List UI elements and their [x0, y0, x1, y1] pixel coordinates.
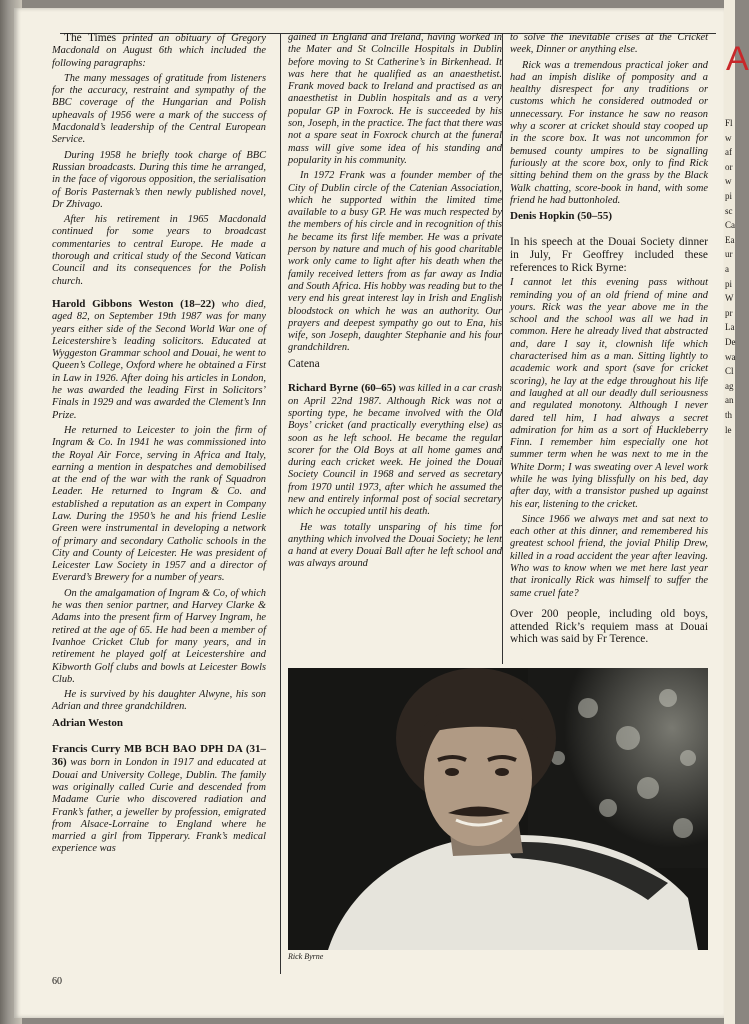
paragraph: After his retirement in 1965 Macdonald continued for some years to broadcast commentaries to central Europe. He made a thorough and critical study of the Second Vatican Council and its consequences for the Polish church. [52, 214, 266, 287]
next-page-fragment: Cl [725, 366, 734, 377]
next-page-fragment: W [725, 293, 734, 304]
paragraph: On the amalgamation of Ingram & Co, of which he was then senior partner, and Harvey Clarke & Adams into the present firm of Harvey Ingram, he retired at the age of 65. He had been a member of Ivanhoe Cricket Club for many years, and in retirement he played golf at Leicestershire and Kibworth Golf clubs and bowls at Leicester Bowls Club. [52, 587, 266, 685]
paragraph: The many messages of gratitude from listeners for the accuracy, restraint and sympathy of the BBC coverage of the Hungarian and Polish upheavals of 1956 were a mark of the success of Macdonald’s leadership of the Central European Service. [52, 72, 266, 146]
author-signature: Catena [288, 357, 320, 370]
obituary-heading: Richard Byrne (60–65) [288, 382, 396, 395]
paragraph: He returned to Leicester to join the firm of Ingram & Co. In 1941 he was commissioned into the Royal Air Force, serving in Africa and Italy, earning a mention in despatches and demobilised at the end of the war with the rank of Squadron Leader. He returned to Ingram & Co. and established a reputation as an expert in Company Law. During the 1950’s he and his friend Leslie Green were instrumental in developing a network of primary and secondary Catholic schools in the City and County of Leicester. He was president of Leicester Law Society in 1957 and a director of Everard’s Brewery for a number of years. [52, 424, 266, 584]
obituary-heading: Francis Curry MB BCH BAO DPH DA (31–36) [52, 743, 266, 769]
column-2 [288, 32, 502, 574]
next-page-fragment: Ca [725, 220, 735, 231]
paragraph: During 1958 he briefly took charge of BBC Russian broadcasts. During this time he arranged, in the face of vigorous opposition, the serialisation of Boris Pasternak’s then newly published novel, Dr Zhivago. [52, 149, 266, 210]
next-page-fragment: De [725, 337, 736, 347]
column-divider-2 [502, 34, 503, 664]
next-page-fragment: or [725, 161, 733, 172]
obituary-weston: Harold Gibbons Weston (18–22) who died, aged 82, on September 19th 1987 was for many years either side of the Second World War one of Leicestershire’s leading solicitors. Educated at Wyggeston Grammar school and Douai, he went to Queen’s College, Oxford where he obtained a First in Law in 1926. After doing his articles in London, he was awarded the leading First in Solicitors’ Finals in 1929 and was awarded the Clement’s Inn Prize. [52, 297, 267, 421]
next-page-fragment: th [725, 410, 733, 420]
paragraph: Rick was a tremendous practical joker and had an impish dislike of pomposity and a healthy disrespect for any traditions or customs which he considered outmoded or unnecessary. For instance he saw no reason why a scorer at cricket should stay cooped up in the score box. It was not uncommon for bemused county umpires to be signalling furiously at the score box, only to find Rick sitting behind them on the grass by the Black Walk chatting, score-book in hand, with some friend he had buttonholed. [510, 59, 708, 206]
next-page-fragment: wa [725, 351, 736, 362]
next-page-fragment: Ea [725, 234, 735, 245]
page-number: 60 [52, 976, 62, 987]
paragraph: In 1972 Frank was a founder member of the City of Dublin circle of the Catenian Association, which he supported within the limited time available to a busy GP. He was much respected by the members of his circle and in recognition of this he became its first life member. He was a private person by nature and much of his good charitable work only came to light after his death when the family received letters from as far away as India and South Africa. His hobby was reading but to the very end his great interest lay in Irish and English bloodstock on which he was an authority. Our prayers and deepest sympathy go out to Ena, his wife, son Joseph, daughter Stephanie and his four grandchildren. [288, 170, 502, 354]
paragraph: to solve the inevitable crises at the Cricket week, Dinner or anything else. [510, 32, 708, 56]
next-page-fragment: sc [725, 205, 733, 216]
paragraph: He is survived by his daughter Alwyne, his son Adrian and three grandchildren. [52, 689, 266, 713]
author-signature: Denis Hopkin (50–55) [510, 210, 613, 223]
next-page-fragment: Fl [725, 118, 733, 128]
next-page-fragment: pi [725, 191, 733, 201]
paragraph: gained in England and Ireland, having worked in the Mater and St Colncille Hospitals in Dublin before moving to St Catherine’s in Birkenhead. It was here that he qualified as an anaesthetist. Frank moved back to Ireland and practised as an anaesthetist in Dublin hospitals and as a very popular GP in Foxrock. He is succeeded by his son, Joseph, in the practice. The fact that there was not a spare seat in Foxrock church at the funeral mass will give some idea of his standing and popularity in his community. [288, 32, 502, 166]
next-page-fragment: le [725, 424, 732, 435]
paragraph: He was totally unsparing of his time for anything which involved the Douai Society; he lent a hand at every Douai Ball after he left school and was always around [288, 521, 502, 570]
next-page-edge [724, 0, 749, 1024]
column-divider-1 [280, 34, 281, 974]
quotation: Since 1966 we always met and sat next to each other at this dinner, and remembered his greatest school friend, the jovial Philip Drew, killed in a road accident the year after leaving. Who was to know when we met here last year that ironically Rick was himself to suffer the same cruel fate? [510, 513, 708, 599]
next-page-red-letter: A [726, 40, 749, 78]
next-page-fragment: ag [725, 380, 734, 391]
next-page-fragment: a [725, 264, 729, 274]
next-page-fragment: an [725, 395, 734, 406]
quotation: I cannot let this evening pass without reminding you of an old friend of mine and yours. Rick was the year above me in the school and the school was all we had in common. Here he already lived that abstracted and, dare I say it, clownish life which characterised him as a man. Sitting lightly to academic work and sport (save for cricket scoring), he lay at the edge throughout his life and laughed at all our deadly dull seriousness and regulated monotony. Although I never dared tell him, I had always a secret admiration for him as a sort of Huckleberry Finn. I remember him especially one hot summer term when he was next to me in the White Dorm; I was sweating over A level work while he was lying blissfully on his bed, day after day, with a transistor pushed up against his ear, listening to the cricket. [510, 277, 708, 510]
next-page-fragment: ur [725, 249, 733, 260]
obituary-byrne: Richard Byrne (60–65) was killed in a car crash on April 22nd 1987. Although Rick was not a sporting type, he became involved with the Old Boys’ cricket (and practically everything else) as soon as he left school. He became the regular scorer for the Old Boys at all home games and during each cricket week. He joined the Douai Society Council in 1968 and served as secretary from 1970 until 1973, after which he assumed the new and entirely informal post of social secretary which he occupied until his death. [288, 382, 502, 518]
paragraph: In his speech at the Douai Society dinner in July, Fr Geoffrey included these references to Rick Byrne: [510, 236, 708, 274]
column-3 [510, 32, 708, 649]
obituary-heading: Harold Gibbons Weston (18–22) [52, 297, 215, 310]
next-page-fragment: w [725, 132, 732, 143]
obituary-curry: Francis Curry MB BCH BAO DPH DA (31–36) was born in London in 1917 and educated at Douai and University College, Dublin. The family was originally called Curie and descended from Madame Curie who discovered radiation and Frank’s father, a jeweller by profession, emigrated from Alsace-Lorraine to England where he married a girl from Tipperary. Frank’s medical experience was [52, 743, 266, 855]
next-page-fragment: pr [725, 307, 733, 318]
author-signature: Adrian Weston [52, 716, 124, 729]
next-page-fragment: pi [725, 278, 733, 289]
next-page-fragment: af [725, 147, 732, 158]
column-1 [52, 32, 266, 859]
paragraph: The Times printed an obituary of Gregory Macdonald on August 6th which included the following paragraphs: [52, 32, 266, 69]
next-page-fragment: w [725, 176, 732, 187]
photo-caption: Rick Byrne [288, 952, 324, 961]
portrait-photo [288, 668, 708, 950]
portrait-illustration [288, 668, 708, 950]
paragraph: Over 200 people, including old boys, attended Rick’s requiem mass at Douai which was said by Fr Terence. [510, 607, 708, 646]
next-page-fragment: La [725, 322, 735, 333]
